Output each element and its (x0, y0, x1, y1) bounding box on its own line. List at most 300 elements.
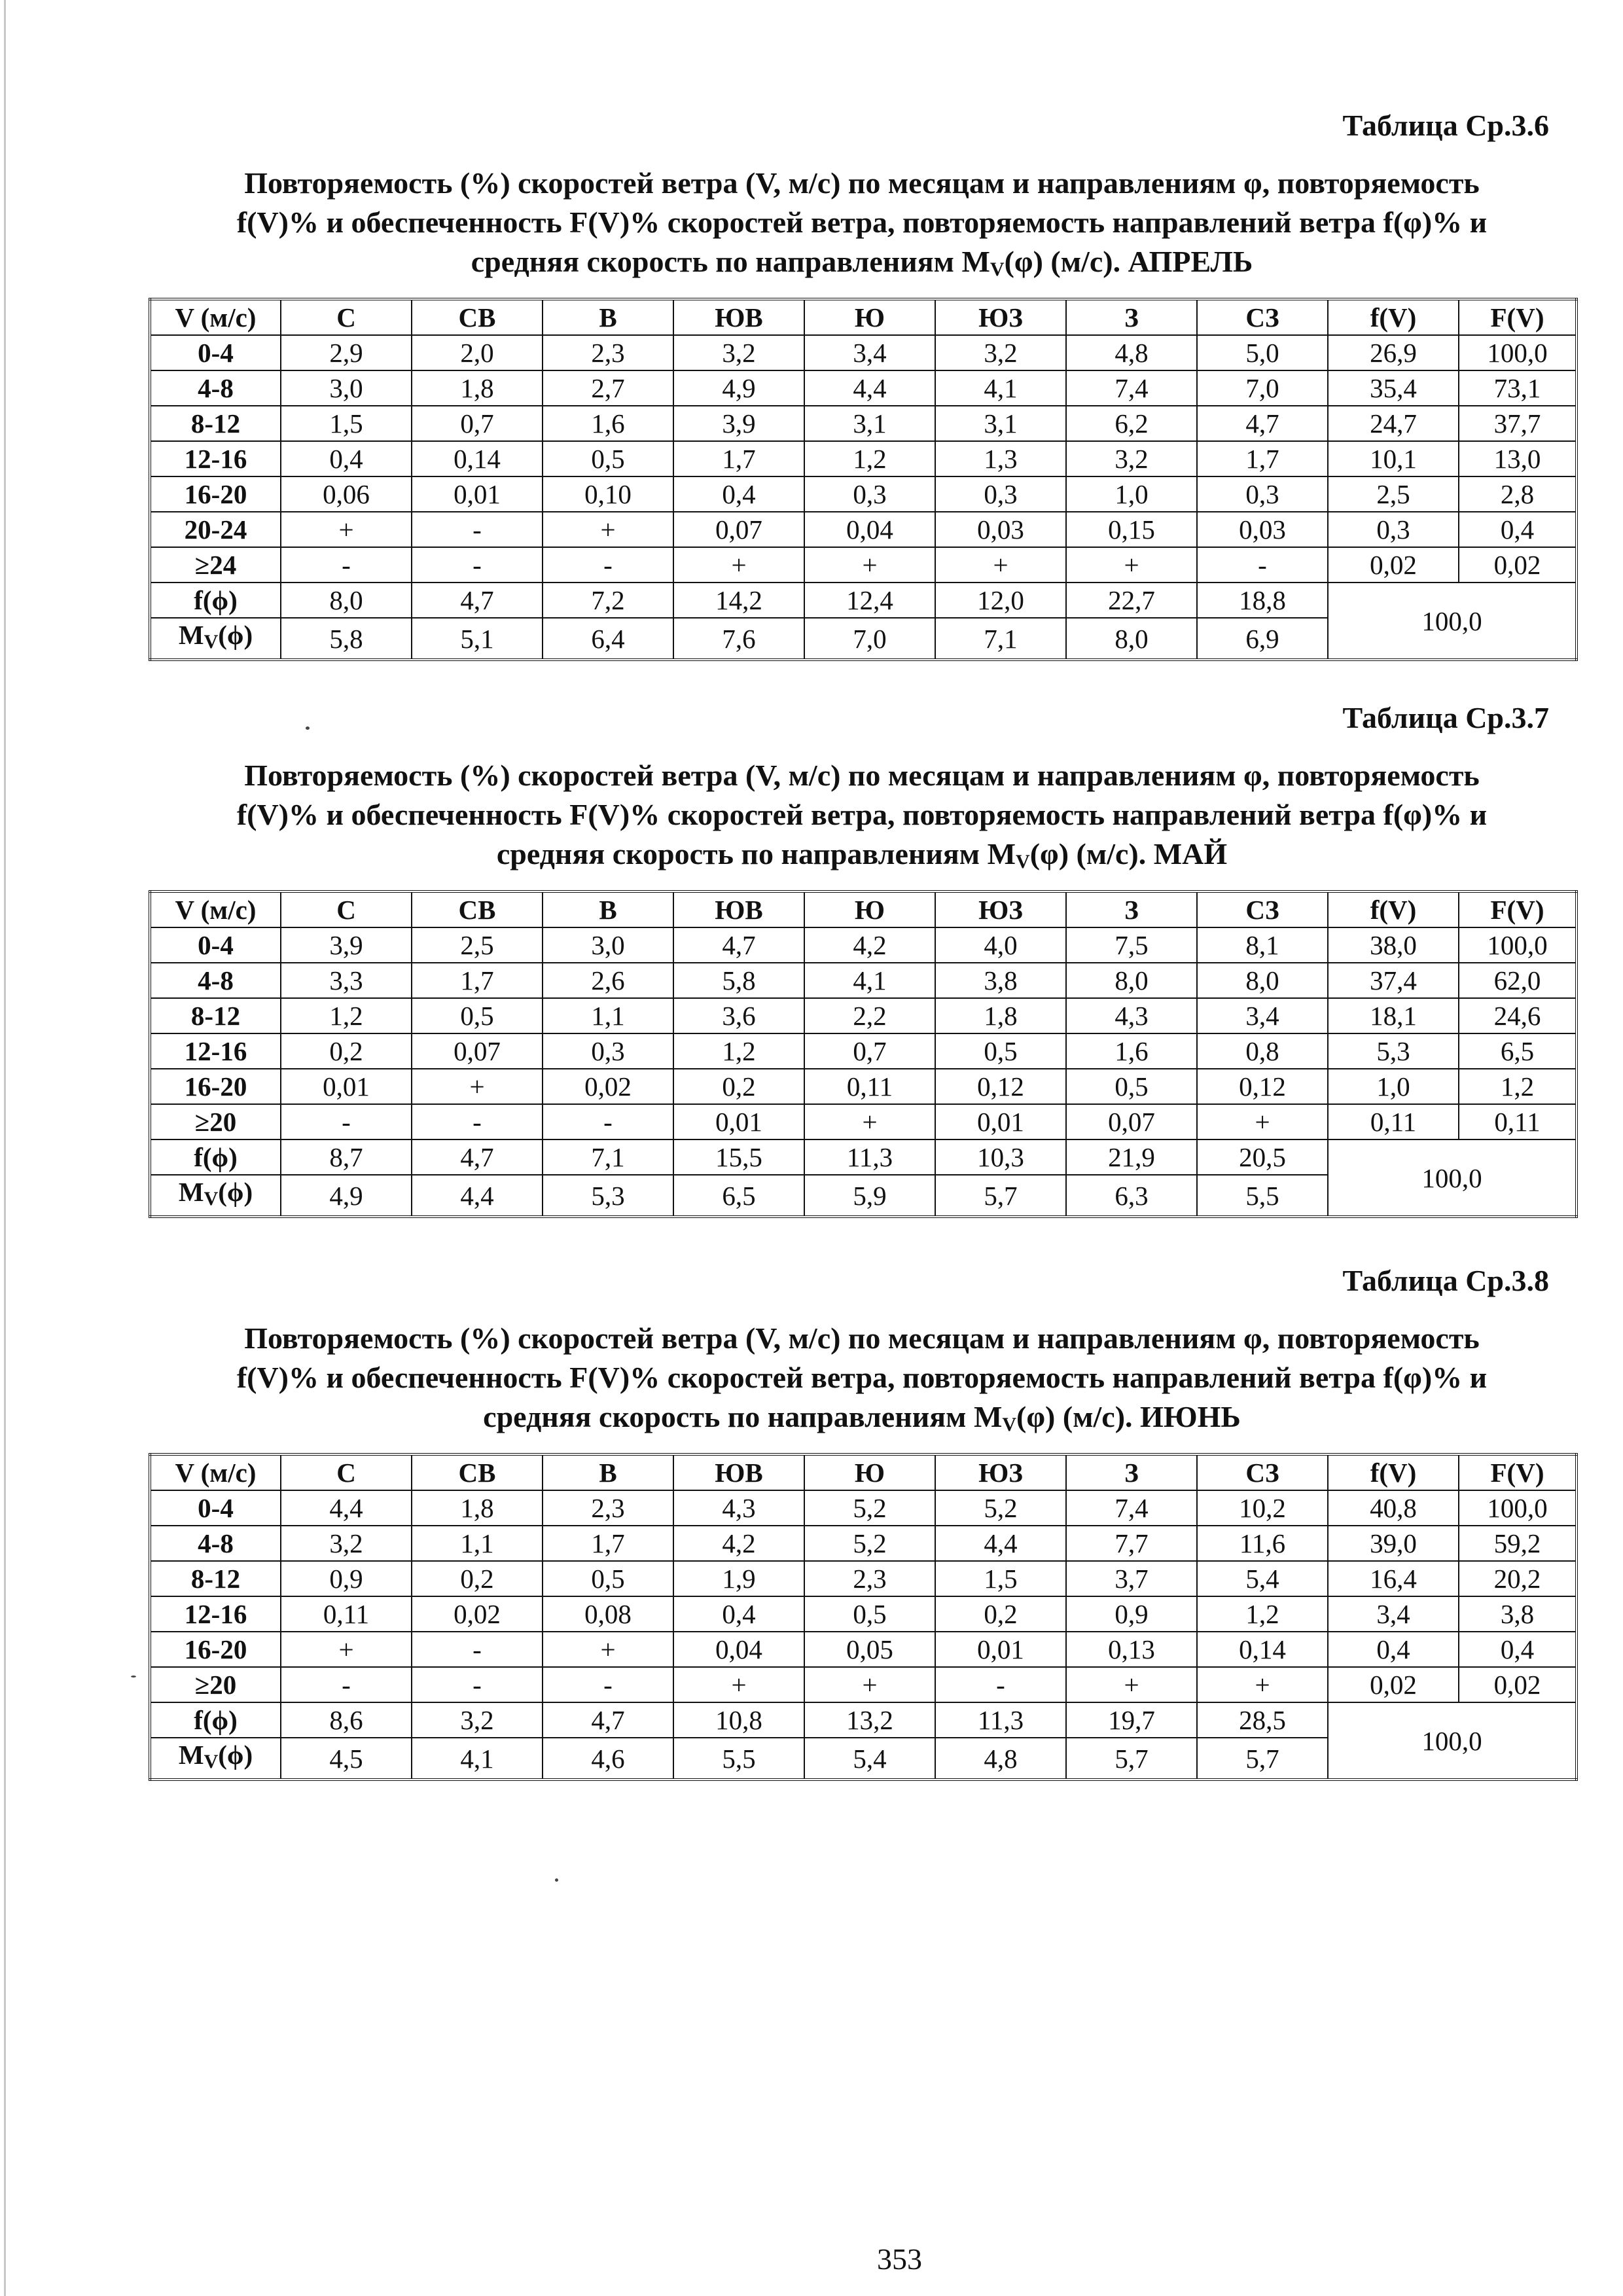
speed-range-label: 8-12 (150, 406, 281, 441)
table-cell: 4,7 (543, 1702, 673, 1738)
table-caption (149, 1319, 1575, 1444)
table-cell: 0,5 (412, 998, 543, 1033)
table-cell: + (804, 1667, 935, 1702)
table-cell: 18,1 (1328, 998, 1459, 1033)
table-cell: 7,7 (1066, 1526, 1197, 1561)
wind-speed-table (149, 298, 1578, 661)
column-header: С (281, 299, 412, 335)
speed-range-label: 20-24 (150, 512, 281, 547)
table-cell: 0,3 (1197, 476, 1328, 512)
column-header: СЗ (1197, 1454, 1328, 1490)
table-cell: 1,7 (412, 963, 543, 998)
table-cell: 100,0 (1459, 1490, 1577, 1526)
table-cell: 4,7 (412, 1139, 543, 1175)
table-cell: 6,2 (1066, 406, 1197, 441)
caption-line: Повторяемость (%) скоростей ветра (V, м/с) по месяцам и направлениям φ, повторяемость (244, 166, 1480, 200)
table-cell: 0,01 (935, 1104, 1066, 1139)
table-cell: 0,04 (804, 512, 935, 547)
table-cell: 1,8 (412, 370, 543, 406)
table-cell: 37,4 (1328, 963, 1459, 998)
table-cell: 0,02 (543, 1069, 673, 1104)
table-cell: 0,04 (673, 1632, 804, 1667)
table-cell: 0,8 (1197, 1033, 1328, 1069)
table-cell: + (543, 1632, 673, 1667)
table-cell: 4,3 (673, 1490, 804, 1526)
table-cell: 6,4 (543, 618, 673, 660)
table-cell: 22,7 (1066, 583, 1197, 618)
table-cell: 10,1 (1328, 441, 1459, 476)
table-row (150, 1632, 1577, 1667)
table-cell: - (281, 547, 412, 583)
table-row (150, 1033, 1577, 1069)
caption-subscript: V (1016, 851, 1030, 872)
table-cell: 14,2 (673, 583, 804, 618)
table-cell: + (804, 1104, 935, 1139)
table-cell: 1,7 (543, 1526, 673, 1561)
table-cell: 5,5 (1197, 1175, 1328, 1217)
table-cell: 11,6 (1197, 1526, 1328, 1561)
table-cell: 39,0 (1328, 1526, 1459, 1561)
table-cell: 0,02 (1459, 1667, 1577, 1702)
table-block (149, 1263, 1575, 1852)
table-cell: 0,4 (281, 441, 412, 476)
table-cell: 0,2 (935, 1596, 1066, 1632)
table-cell: 4,9 (673, 370, 804, 406)
table-cell: 8,7 (281, 1139, 412, 1175)
mv-label-subscript: V (204, 1751, 219, 1772)
column-header: ЮЗ (935, 891, 1066, 927)
column-header: СВ (412, 299, 543, 335)
table-cell: 0,01 (412, 476, 543, 512)
table-cell: 26,9 (1328, 335, 1459, 370)
caption-subscript: V (1002, 1414, 1017, 1435)
table-cell: 3,6 (673, 998, 804, 1033)
table-row (150, 547, 1577, 583)
table-cell: 1,0 (1066, 476, 1197, 512)
total-cell: 100,0 (1328, 1139, 1577, 1217)
table-cell: 0,07 (412, 1033, 543, 1069)
table-cell: 0,13 (1066, 1632, 1197, 1667)
table-cell: - (281, 1667, 412, 1702)
table-cell: 4,2 (804, 927, 935, 963)
column-header: В (543, 891, 673, 927)
table-cell: 0,11 (804, 1069, 935, 1104)
table-cell: 4,3 (1066, 998, 1197, 1033)
table-cell: 0,07 (673, 512, 804, 547)
speed-range-label: 4-8 (150, 963, 281, 998)
table-cell: 0,3 (543, 1033, 673, 1069)
table-cell: - (412, 1632, 543, 1667)
table-cell: 0,02 (1459, 547, 1577, 583)
table-cell: 0,14 (1197, 1632, 1328, 1667)
table-cell: 12,0 (935, 583, 1066, 618)
table-cell: 0,12 (935, 1069, 1066, 1104)
table-cell: 0,5 (935, 1033, 1066, 1069)
table-cell: 4,1 (804, 963, 935, 998)
caption-month: (φ) (м/с). ИЮНЬ (1016, 1400, 1241, 1433)
table-cell: 2,3 (543, 335, 673, 370)
table-cell: 0,08 (543, 1596, 673, 1632)
column-header: f(V) (1328, 891, 1459, 927)
table-cell: 1,7 (1197, 441, 1328, 476)
table-cell: 1,2 (1197, 1596, 1328, 1632)
mv-label-text: M (178, 1740, 204, 1770)
column-header: СВ (412, 1454, 543, 1490)
table-row (150, 927, 1577, 963)
table-cell: 0,4 (1459, 512, 1577, 547)
table-cell: 6,3 (1066, 1175, 1197, 1217)
table-cell: 0,2 (281, 1033, 412, 1069)
table-cell: - (412, 512, 543, 547)
total-cell: 100,0 (1328, 583, 1577, 660)
table-cell: 8,0 (1197, 963, 1328, 998)
column-header: F(V) (1459, 891, 1577, 927)
table-cell: 2,2 (804, 998, 935, 1033)
table-cell: 5,7 (1066, 1738, 1197, 1780)
table-cell: 2,5 (412, 927, 543, 963)
table-cell: 1,3 (935, 441, 1066, 476)
table-cell: 0,9 (281, 1561, 412, 1596)
direction-frequency-row (150, 1702, 1577, 1738)
table-cell: 21,9 (1066, 1139, 1197, 1175)
table-cell: 7,0 (804, 618, 935, 660)
table-cell: 37,7 (1459, 406, 1577, 441)
scan-speck (306, 726, 310, 730)
table-cell: 20,5 (1197, 1139, 1328, 1175)
table-cell: 100,0 (1459, 927, 1577, 963)
table-cell: 10,2 (1197, 1490, 1328, 1526)
table-cell: 10,3 (935, 1139, 1066, 1175)
table-cell: 4,2 (673, 1526, 804, 1561)
table-cell: 5,7 (1197, 1738, 1328, 1780)
table-cell: 1,6 (1066, 1033, 1197, 1069)
table-cell: 3,9 (673, 406, 804, 441)
table-cell: 7,4 (1066, 1490, 1197, 1526)
table-cell: 3,0 (543, 927, 673, 963)
table-cell: 7,5 (1066, 927, 1197, 963)
table-cell: 0,03 (1197, 512, 1328, 547)
column-header: З (1066, 299, 1197, 335)
scan-edge (4, 0, 6, 2296)
caption-line: Повторяемость (%) скоростей ветра (V, м/с) по месяцам и направлениям φ, повторяемость (244, 759, 1480, 792)
table-row (150, 1667, 1577, 1702)
speed-range-label: 12-16 (150, 1596, 281, 1632)
table-cell: 8,1 (1197, 927, 1328, 963)
table-cell: 4,8 (1066, 335, 1197, 370)
table-cell: 0,7 (804, 1033, 935, 1069)
f-phi-label: f(ϕ) (150, 1702, 281, 1738)
table-cell: 0,3 (935, 476, 1066, 512)
table-row (150, 1104, 1577, 1139)
direction-frequency-row (150, 583, 1577, 618)
table-cell: + (281, 512, 412, 547)
table-cell: 4,7 (673, 927, 804, 963)
table-cell: 28,5 (1197, 1702, 1328, 1738)
table-cell: 3,8 (1459, 1596, 1577, 1632)
table-cell: 0,4 (673, 1596, 804, 1632)
table-cell: 4,1 (412, 1738, 543, 1780)
column-header: f(V) (1328, 299, 1459, 335)
table-cell: + (1197, 1104, 1328, 1139)
column-header: Ю (804, 891, 935, 927)
table-cell: + (804, 547, 935, 583)
table-cell: 5,1 (412, 618, 543, 660)
column-header: ЮЗ (935, 299, 1066, 335)
table-cell: + (673, 547, 804, 583)
table-cell: - (412, 1104, 543, 1139)
table-cell: 1,0 (1328, 1069, 1459, 1104)
column-header: З (1066, 891, 1197, 927)
table-cell: 0,4 (673, 476, 804, 512)
table-cell: 4,7 (1197, 406, 1328, 441)
table-cell: 38,0 (1328, 927, 1459, 963)
column-header: ЮЗ (935, 1454, 1066, 1490)
table-cell: 12,4 (804, 583, 935, 618)
table-caption (149, 164, 1575, 289)
table-cell: 2,6 (543, 963, 673, 998)
table-row (150, 1526, 1577, 1561)
direction-frequency-row (150, 1139, 1577, 1175)
header-row (150, 1454, 1577, 1490)
table-cell: - (543, 1667, 673, 1702)
table-cell: 0,3 (1328, 512, 1459, 547)
table-cell: 13,2 (804, 1702, 935, 1738)
table-cell: 0,02 (412, 1596, 543, 1632)
mv-phi-label (150, 618, 281, 660)
caption-line: f(V)% и обеспеченность F(V)% скоростей ветра, повторяемость направлений ветра f(φ)% и (236, 206, 1488, 239)
table-cell: 4,9 (281, 1175, 412, 1217)
table-number-label: Таблица Ср.3.8 (1342, 1264, 1549, 1297)
table-cell: 7,1 (543, 1139, 673, 1175)
table-cell: 5,0 (1197, 335, 1328, 370)
table-cell: 1,8 (935, 998, 1066, 1033)
table-cell: 6,9 (1197, 618, 1328, 660)
table-cell: 0,2 (673, 1069, 804, 1104)
caption-line (149, 1397, 1575, 1444)
table-cell: 1,1 (543, 998, 673, 1033)
table-cell: 5,5 (673, 1738, 804, 1780)
table-row (150, 1490, 1577, 1526)
table-cell: 4,4 (281, 1490, 412, 1526)
table-cell: 4,0 (935, 927, 1066, 963)
table-cell: 0,4 (1328, 1632, 1459, 1667)
table-cell: 6,5 (1459, 1033, 1577, 1069)
table-cell: 0,02 (1328, 547, 1459, 583)
column-header: Ю (804, 299, 935, 335)
caption-month: (φ) (м/с). АПРЕЛЬ (1004, 245, 1253, 278)
table-cell: 0,05 (804, 1632, 935, 1667)
table-cell: + (412, 1069, 543, 1104)
table-cell: 0,5 (543, 441, 673, 476)
column-header: СЗ (1197, 891, 1328, 927)
table-cell: 3,2 (935, 335, 1066, 370)
speed-range-label: 0-4 (150, 1490, 281, 1526)
column-header: V (м/с) (150, 1454, 281, 1490)
table-cell: 0,01 (281, 1069, 412, 1104)
table-cell: 62,0 (1459, 963, 1577, 998)
table-cell: 2,5 (1328, 476, 1459, 512)
table-cell: 0,7 (412, 406, 543, 441)
speed-range-label: 16-20 (150, 1632, 281, 1667)
mv-label-text: M (178, 620, 204, 650)
table-cell: 1,2 (281, 998, 412, 1033)
speed-range-label: ≥24 (150, 547, 281, 583)
table-cell: 3,2 (673, 335, 804, 370)
f-phi-label: f(ϕ) (150, 1139, 281, 1175)
table-cell: 20,2 (1459, 1561, 1577, 1596)
table-cell: 7,1 (935, 618, 1066, 660)
table-cell: 0,3 (804, 476, 935, 512)
table-cell: - (281, 1104, 412, 1139)
table-row (150, 1596, 1577, 1632)
column-header: F(V) (1459, 299, 1577, 335)
table-cell: 0,06 (281, 476, 412, 512)
table-cell: 5,2 (804, 1490, 935, 1526)
speed-range-label: ≥20 (150, 1104, 281, 1139)
mv-phi-label (150, 1738, 281, 1780)
column-header: В (543, 1454, 673, 1490)
table-cell: 5,3 (543, 1175, 673, 1217)
column-header: С (281, 1454, 412, 1490)
table-row (150, 1069, 1577, 1104)
table-cell: 0,4 (1459, 1632, 1577, 1667)
table-block (149, 108, 1575, 697)
table-cell: 1,5 (935, 1561, 1066, 1596)
mv-label-subscript: V (204, 631, 219, 653)
table-cell: 7,0 (1197, 370, 1328, 406)
table-cell: 0,11 (281, 1596, 412, 1632)
mv-phi-label (150, 1175, 281, 1217)
table-cell: 35,4 (1328, 370, 1459, 406)
table-cell: 3,9 (281, 927, 412, 963)
table-row (150, 1561, 1577, 1596)
table-cell: 0,07 (1066, 1104, 1197, 1139)
table-cell: 0,11 (1459, 1104, 1577, 1139)
table-row (150, 512, 1577, 547)
caption-line: f(V)% и обеспеченность F(V)% скоростей ветра, повторяемость направлений ветра f(φ)% и (236, 798, 1488, 831)
table-row (150, 998, 1577, 1033)
caption-text: средняя скорость по направлениям M (496, 837, 1016, 870)
table-cell: + (281, 1632, 412, 1667)
table-cell: 0,01 (935, 1632, 1066, 1667)
mv-label-text: (ϕ) (218, 1740, 253, 1770)
table-number-label: Таблица Ср.3.6 (1342, 109, 1549, 142)
table-cell: 0,15 (1066, 512, 1197, 547)
speed-range-label: 4-8 (150, 370, 281, 406)
table-row (150, 476, 1577, 512)
column-header: F(V) (1459, 1454, 1577, 1490)
table-cell: 1,1 (412, 1526, 543, 1561)
table-row (150, 335, 1577, 370)
table-cell: 7,6 (673, 618, 804, 660)
table-cell: 3,0 (281, 370, 412, 406)
column-header: Ю (804, 1454, 935, 1490)
table-cell: - (935, 1667, 1066, 1702)
table-cell: 3,1 (935, 406, 1066, 441)
total-cell: 100,0 (1328, 1702, 1577, 1780)
wind-speed-table (149, 890, 1578, 1218)
table-caption (149, 756, 1575, 882)
table-cell: 3,8 (935, 963, 1066, 998)
speed-range-label: 16-20 (150, 1069, 281, 1104)
table-cell: 7,2 (543, 583, 673, 618)
header-row (150, 891, 1577, 927)
wind-speed-table (149, 1453, 1578, 1781)
table-cell: + (543, 512, 673, 547)
caption-text: средняя скорость по направлениям M (471, 245, 990, 278)
table-cell: 3,4 (1197, 998, 1328, 1033)
column-header: С (281, 891, 412, 927)
table-cell: 0,5 (543, 1561, 673, 1596)
table-cell: - (1197, 547, 1328, 583)
table-cell: + (935, 547, 1066, 583)
table-cell: 0,10 (543, 476, 673, 512)
caption-line (149, 834, 1575, 882)
table-cell: 1,2 (1459, 1069, 1577, 1104)
table-cell: 100,0 (1459, 335, 1577, 370)
table-cell: 5,3 (1328, 1033, 1459, 1069)
table-cell: 16,4 (1328, 1561, 1459, 1596)
caption-month: (φ) (м/с). МАЙ (1029, 837, 1228, 870)
table-cell: 4,1 (935, 370, 1066, 406)
table-cell: 8,6 (281, 1702, 412, 1738)
table-row (150, 441, 1577, 476)
speed-range-label: 0-4 (150, 927, 281, 963)
scan-speck (131, 1676, 136, 1677)
table-cell: 5,4 (804, 1738, 935, 1780)
table-cell: 0,14 (412, 441, 543, 476)
table-cell: 5,9 (804, 1175, 935, 1217)
table-cell: 0,5 (804, 1596, 935, 1632)
speed-range-label: 8-12 (150, 998, 281, 1033)
speed-range-label: 16-20 (150, 476, 281, 512)
table-cell: 0,12 (1197, 1069, 1328, 1104)
table-cell: 1,2 (673, 1033, 804, 1069)
table-cell: - (412, 1667, 543, 1702)
speed-range-label: 12-16 (150, 1033, 281, 1069)
table-row (150, 370, 1577, 406)
table-cell: 1,2 (804, 441, 935, 476)
table-cell: 1,9 (673, 1561, 804, 1596)
column-header: f(V) (1328, 1454, 1459, 1490)
table-cell: 8,0 (1066, 618, 1197, 660)
speed-range-label: 12-16 (150, 441, 281, 476)
column-header: СЗ (1197, 299, 1328, 335)
table-cell: 2,0 (412, 335, 543, 370)
table-cell: 0,02 (1328, 1667, 1459, 1702)
table-cell: 5,2 (935, 1490, 1066, 1526)
table-row (150, 406, 1577, 441)
mv-label-text: (ϕ) (218, 1177, 253, 1207)
f-phi-label: f(ϕ) (150, 583, 281, 618)
speed-range-label: 8-12 (150, 1561, 281, 1596)
table-cell: 2,9 (281, 335, 412, 370)
table-cell: 0,2 (412, 1561, 543, 1596)
table-cell: 3,1 (804, 406, 935, 441)
speed-range-label: 0-4 (150, 335, 281, 370)
table-cell: 2,8 (1459, 476, 1577, 512)
table-cell: 0,03 (935, 512, 1066, 547)
table-cell: 19,7 (1066, 1702, 1197, 1738)
caption-text: средняя скорость по направлениям M (483, 1400, 1003, 1433)
caption-line: Повторяемость (%) скоростей ветра (V, м/с) по месяцам и направлениям φ, повторяемость (244, 1321, 1480, 1355)
table-cell: + (673, 1667, 804, 1702)
table-cell: 15,5 (673, 1139, 804, 1175)
scan-speck (555, 1878, 558, 1882)
table-cell: + (1066, 547, 1197, 583)
table-cell: + (1066, 1667, 1197, 1702)
column-header: В (543, 299, 673, 335)
